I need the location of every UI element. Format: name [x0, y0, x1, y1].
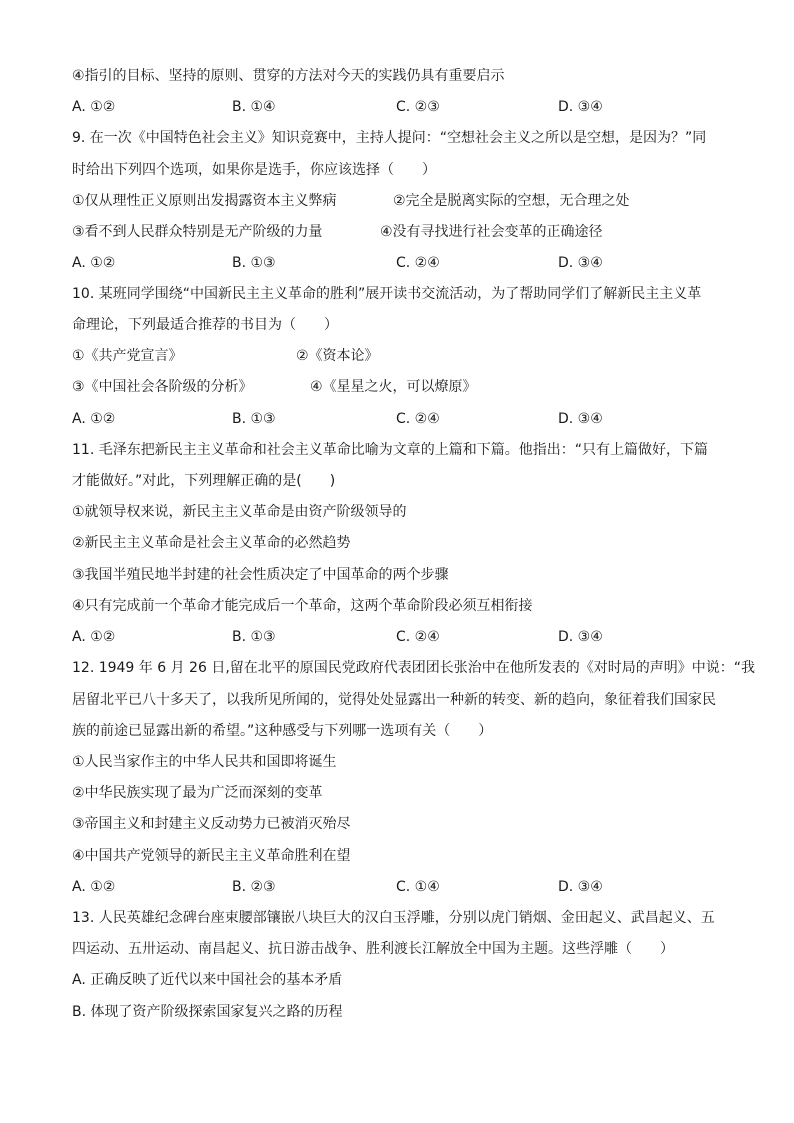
question-9-stem-cont: 时给出下列四个选项，如果你是选手，你应该选择（ ）	[72, 162, 436, 178]
question-12-stem-cont-1: 居留北平已八十多天了，以我所见所闻的，觉得处处显露出一种新的转变、新的趋向，象征着我们国家民	[72, 692, 716, 708]
question-10-options	[72, 409, 722, 429]
option-d: D. ③④	[558, 411, 603, 427]
question-9-stem: 9. 在一次《中国特色社会主义》知识竞赛中，主持人提问：“空想社会主义之所以是空想，是因为？”同	[72, 130, 707, 146]
option-c: C. ②④	[396, 255, 440, 271]
question-10-item-3: ③《中国社会各阶级的分析》	[72, 379, 253, 395]
question-9-item-3: ③看不到人民群众特别是无产阶级的力量	[72, 224, 323, 240]
question-11-item-2: ②新民主主义革命是社会主义革命的必然趋势	[72, 535, 351, 551]
option-b: B. ①③	[232, 411, 276, 427]
question-11-item-3: ③我国半殖民地半封建的社会性质决定了中国革命的两个步骤	[72, 567, 449, 583]
option-a: A. ①②	[72, 99, 116, 115]
option-b: B. ②③	[232, 879, 276, 895]
option-b: B. ①③	[232, 629, 276, 645]
question-12-item-3: ③帝国主义和封建主义反动势力已被消灭殆尽	[72, 816, 351, 832]
option-c: C. ②④	[396, 629, 440, 645]
question-10-item-1: ①《共产党宣言》	[72, 348, 183, 364]
option-a: A. ①②	[72, 411, 116, 427]
question-11-item-1: ①就领导权来说，新民主主义革命是由资产阶级领导的	[72, 504, 407, 520]
option-c: C. ②④	[396, 411, 440, 427]
option-a: A. ①②	[72, 255, 116, 271]
statement-4: ④指引的目标、坚持的原则、贯穿的方法对今天的实践仍具有重要启示	[72, 68, 505, 84]
question-13-option-b: B. 体现了资产阶级探索国家复兴之路的历程	[72, 1004, 343, 1020]
option-a: A. ①②	[72, 879, 116, 895]
question-11-stem-cont: 才能做好。”对此，下列理解正确的是( )	[72, 473, 336, 489]
question-11-stem: 11. 毛泽东把新民主主义革命和社会主义革命比喻为文章的上篇和下篇。他指出：“只有上篇做好，下篇	[72, 442, 708, 458]
option-d: D. ③④	[558, 99, 603, 115]
question-9-item-4: ④没有寻找进行社会变革的正确途径	[380, 224, 603, 240]
question-11-options	[72, 627, 722, 647]
question-12-item-4: ④中国共产党领导的新民主主义革命胜利在望	[72, 848, 351, 864]
option-d: D. ③④	[558, 629, 603, 645]
question-10-item-4: ④《星星之火，可以燎原》	[310, 379, 477, 395]
answer-options	[72, 97, 722, 117]
option-d: D. ③④	[558, 879, 603, 895]
question-12-item-1: ①人民当家作主的中华人民共和国即将诞生	[72, 754, 337, 770]
question-13-stem-cont: 四运动、五卅运动、南昌起义、抗日游击战争、胜利渡长江解放全中国为主题。这些浮雕（ ）	[72, 941, 674, 957]
question-9-item-2: ②完全是脱离实际的空想，无合理之处	[393, 193, 630, 209]
question-10-item-2: ②《资本论》	[296, 348, 379, 364]
question-9-item-1: ①仅从理性正义原则出发揭露资本主义弊病	[72, 193, 337, 209]
option-b: B. ①③	[232, 255, 276, 271]
option-b: B. ①④	[232, 99, 276, 115]
question-13-option-a: A. 正确反映了近代以来中国社会的基本矛盾	[72, 972, 343, 988]
option-c: C. ②③	[396, 99, 440, 115]
question-12-stem: 12. 1949 年 6 月 26 日,留在北平的原国民党政府代表团团长张治中在他所发表的《对时局的声明》中说：“我	[72, 660, 756, 676]
question-12-item-2: ②中华民族实现了最为广泛而深刻的变革	[72, 785, 323, 801]
question-10-stem: 10. 某班同学围绕“中国新民主主义革命的胜利”展开读书交流活动，为了帮助同学们了解新民主主义革	[72, 286, 702, 302]
question-12-options	[72, 877, 722, 897]
option-c: C. ①④	[396, 879, 440, 895]
option-a: A. ①②	[72, 629, 116, 645]
option-d: D. ③④	[558, 255, 603, 271]
question-11-item-4: ④只有完成前一个革命才能完成后一个革命，这两个革命阶段必须互相衔接	[72, 598, 533, 614]
question-12-stem-cont-2: 族的前途已显露出新的希望。”这种感受与下列哪一选项有关（ ）	[72, 723, 493, 739]
question-13-stem: 13. 人民英雄纪念碑台座束腰部镶嵌八块巨大的汉白玉浮雕，分别以虎门销烟、金田起义、武昌起义、五	[72, 910, 715, 926]
question-10-stem-cont: 命理论，下列最适合推荐的书目为（ ）	[72, 317, 338, 333]
question-9-options	[72, 253, 722, 273]
